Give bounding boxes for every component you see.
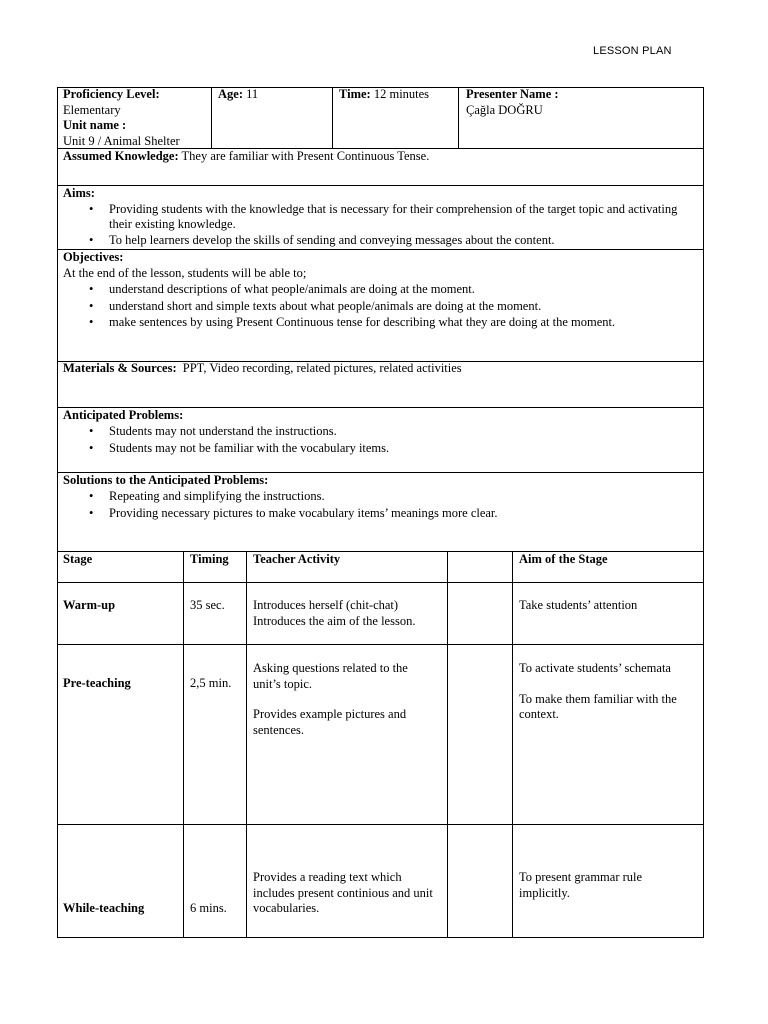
teacher-activity-line: Introduces herself (chit-chat) xyxy=(253,598,399,612)
assumed-knowledge-label: Assumed Knowledge: xyxy=(63,149,179,163)
time-value: 12 minutes xyxy=(373,87,430,101)
presenter-cell xyxy=(466,87,559,118)
age-label: Age: xyxy=(218,87,243,101)
aims-item: • Providing students with the knowledge that is necessary for their comprehension of the target topic and activating their existing knowledge. xyxy=(63,202,699,233)
teacher-activity-line: Provides a reading text which includes present continious and unit vocabularies. xyxy=(253,870,433,915)
objectives-list xyxy=(63,282,699,331)
unit-label: Unit name : xyxy=(63,118,127,132)
solutions-cell xyxy=(63,473,699,522)
teacher-activity-header: Teacher Activity xyxy=(253,552,341,566)
timing-header: Timing xyxy=(190,552,229,566)
stage-aim xyxy=(519,661,699,723)
objectives-item: • understand short and simple texts about what people/animals are doing at the moment. xyxy=(63,299,699,315)
age-cell xyxy=(218,87,258,103)
stage-aim-header: Aim of the Stage xyxy=(519,552,608,566)
problems-list xyxy=(63,424,699,457)
teacher-activity xyxy=(253,661,438,738)
teacher-activity-line: Asking questions related to the unit’s topic. xyxy=(253,661,408,691)
teacher-activity xyxy=(253,598,443,629)
stage-timing: 35 sec. xyxy=(190,598,225,612)
solutions-item: • Providing necessary pictures to make vocabulary items’ meanings more clear. xyxy=(63,506,699,522)
problems-item: • Students may not understand the instructions. xyxy=(63,424,699,440)
stage-aim xyxy=(519,598,699,614)
teacher-activity-line: Provides example pictures and sentences. xyxy=(253,707,407,737)
teacher-activity xyxy=(253,870,441,917)
proficiency-value: Elementary xyxy=(63,102,121,117)
materials-cell xyxy=(63,361,699,377)
teacher-activity-line: Introduces the aim of the lesson. xyxy=(253,613,416,628)
stage-aim xyxy=(519,870,679,901)
stage-timing: 2,5 min. xyxy=(190,676,232,690)
document-title: LESSON PLAN xyxy=(593,45,672,57)
objectives-intro: At the end of the lesson, students will be able to; xyxy=(63,265,307,280)
presenter-label: Presenter Name : xyxy=(466,87,559,101)
solutions-label: Solutions to the Anticipated Problems: xyxy=(63,473,269,487)
aims-cell xyxy=(63,186,699,248)
proficiency-cell xyxy=(63,87,209,149)
time-label: Time: xyxy=(339,87,371,101)
stage-aim-line: To activate students’ schemata xyxy=(519,661,671,675)
aims-label: Aims: xyxy=(63,186,95,200)
solutions-item: • Repeating and simplifying the instructions. xyxy=(63,489,699,505)
objectives-label: Objectives: xyxy=(63,250,124,264)
problems-label: Anticipated Problems: xyxy=(63,408,184,422)
proficiency-label: Proficiency Level: xyxy=(63,87,160,101)
solutions-list xyxy=(63,489,699,522)
stage-aim-line: Take students’ attention xyxy=(519,598,638,612)
stage-name: While-teaching xyxy=(63,901,145,915)
problems-item: • Students may not be familiar with the vocabulary items. xyxy=(63,441,699,457)
stage-timing: 6 mins. xyxy=(190,901,227,915)
assumed-knowledge-value: They are familiar with Present Continuous Tense. xyxy=(181,149,430,163)
age-value: 11 xyxy=(246,87,259,101)
objectives-item: • make sentences by using Present Continuous tense for describing what they are doing at the moment. xyxy=(63,315,699,331)
stage-aim-line: To make them familiar with the context. xyxy=(519,691,677,721)
materials-label: Materials & Sources: xyxy=(63,361,177,375)
materials-value: PPT, Video recording, related pictures, related activities xyxy=(182,361,462,375)
assumed-knowledge-cell xyxy=(63,149,699,165)
objectives-cell xyxy=(63,250,699,331)
stage-name: Pre-teaching xyxy=(63,676,131,690)
stage-aim-line: To present grammar rule implicitly. xyxy=(519,870,643,900)
stage-header: Stage xyxy=(63,552,93,566)
aims-list xyxy=(63,202,699,249)
problems-cell xyxy=(63,408,699,457)
aims-item: • To help learners develop the skills of sending and conveying messages about the content. xyxy=(63,233,699,249)
objectives-item: • understand descriptions of what people/animals are doing at the moment. xyxy=(63,282,699,298)
time-cell xyxy=(339,87,429,103)
unit-value: Unit 9 / Animal Shelter xyxy=(63,133,180,148)
stage-name: Warm-up xyxy=(63,598,116,612)
presenter-value: Çağla DOĞRU xyxy=(466,102,543,117)
